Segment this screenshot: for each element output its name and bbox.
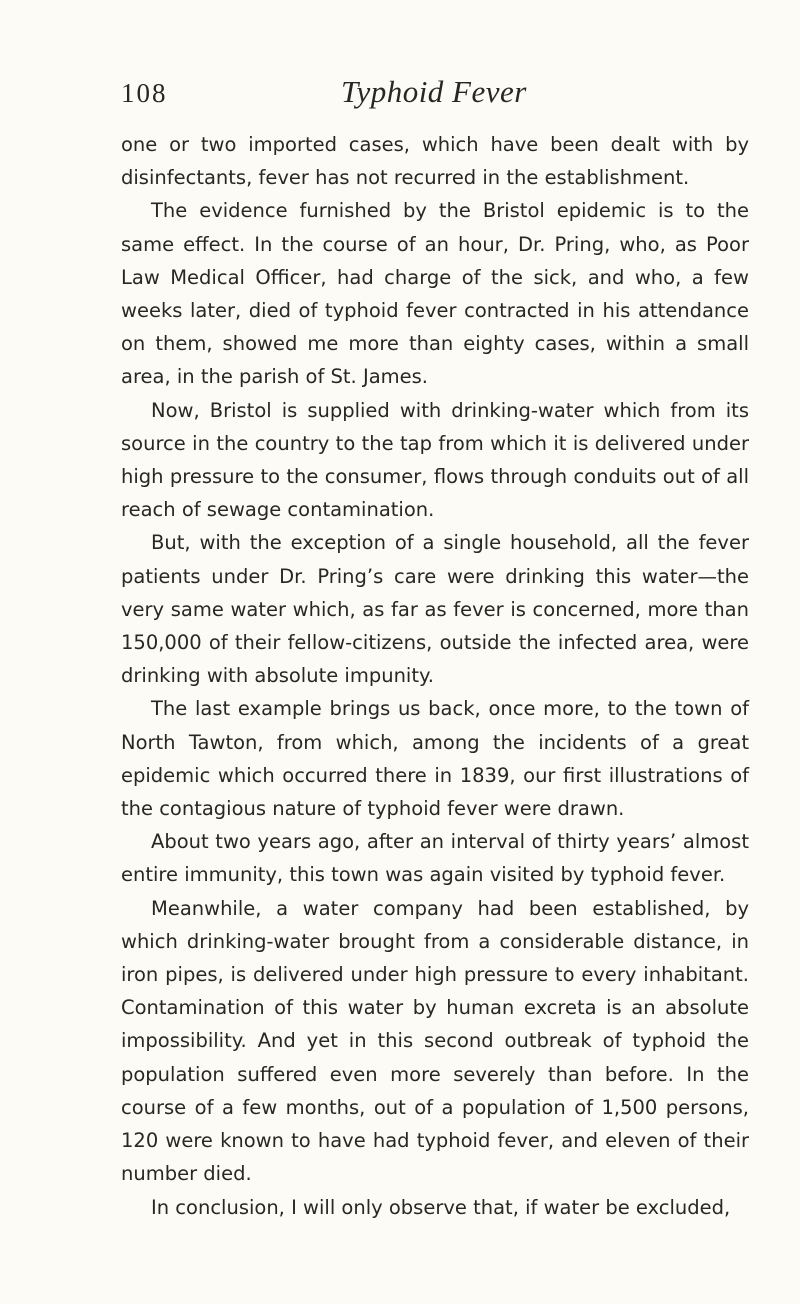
paragraph-bristol-epidemic: The evidence furnished by the Bristol epidemic is to the same effect. In the course of an hour, Dr. Pring, who, as Poor Law Medical Officer, had charge of the sick, and who, a few weeks later, died of typhoid fever contracted in his attendance on them, showed me more than eighty cases, within a small area, in the parish of St. James.: [121, 199, 749, 389]
paragraph-two-years-ago: About two years ago, after an interval of thirty years’ almost entire immunity, this town was again visited by typhoid fever.: [121, 830, 749, 887]
paragraph-north-tawton: The last example brings us back, once more, to the town of North Tawton, from which, among the incidents of a great epidemic which occurred there in 1839, our first illustrations of the contagious nature of typhoid fever were drawn.: [121, 697, 749, 821]
paragraph-continuation: one or two imported cases, which have been dealt with by disinfectants, fever has not recurred in the establishment.: [121, 133, 749, 190]
book-page: [121, 74, 749, 1224]
running-title: Typhoid Fever: [341, 74, 527, 109]
body-text: [121, 128, 749, 1224]
paragraph-water-company: Meanwhile, a water company had been established, by which drinking-water brought from a considerable distance, in iron pipes, is delivered under high pressure to every inhabitant. Contamination of this water by human excreta is an absolute impossibility. And yet in this second outbreak of typhoid the population suffered even more severely than before. In the course of a few months, out of a population of 1,500 persons, 120 were known to have had typhoid fever, and eleven of their number died.: [121, 896, 749, 1186]
paragraph-conclusion: In conclusion, I will only observe that, if water be excluded,: [151, 1195, 731, 1219]
running-head: [121, 74, 749, 120]
page-number: 108: [121, 78, 168, 108]
paragraph-bristol-water-supply: Now, Bristol is supplied with drinking-water which from its source in the country to the tap from which it is delivered under high pressure to the consumer, flows through conduits out of all reach of sewage contamination.: [121, 398, 749, 522]
paragraph-fever-patients: But, with the exception of a single household, all the fever patients under Dr. Pring’s care were drinking this water—the very same water which, as far as fever is concerned, more than 150,000 of their fellow-citizens, outside the infected area, were drinking with absolute impunity.: [121, 531, 749, 688]
